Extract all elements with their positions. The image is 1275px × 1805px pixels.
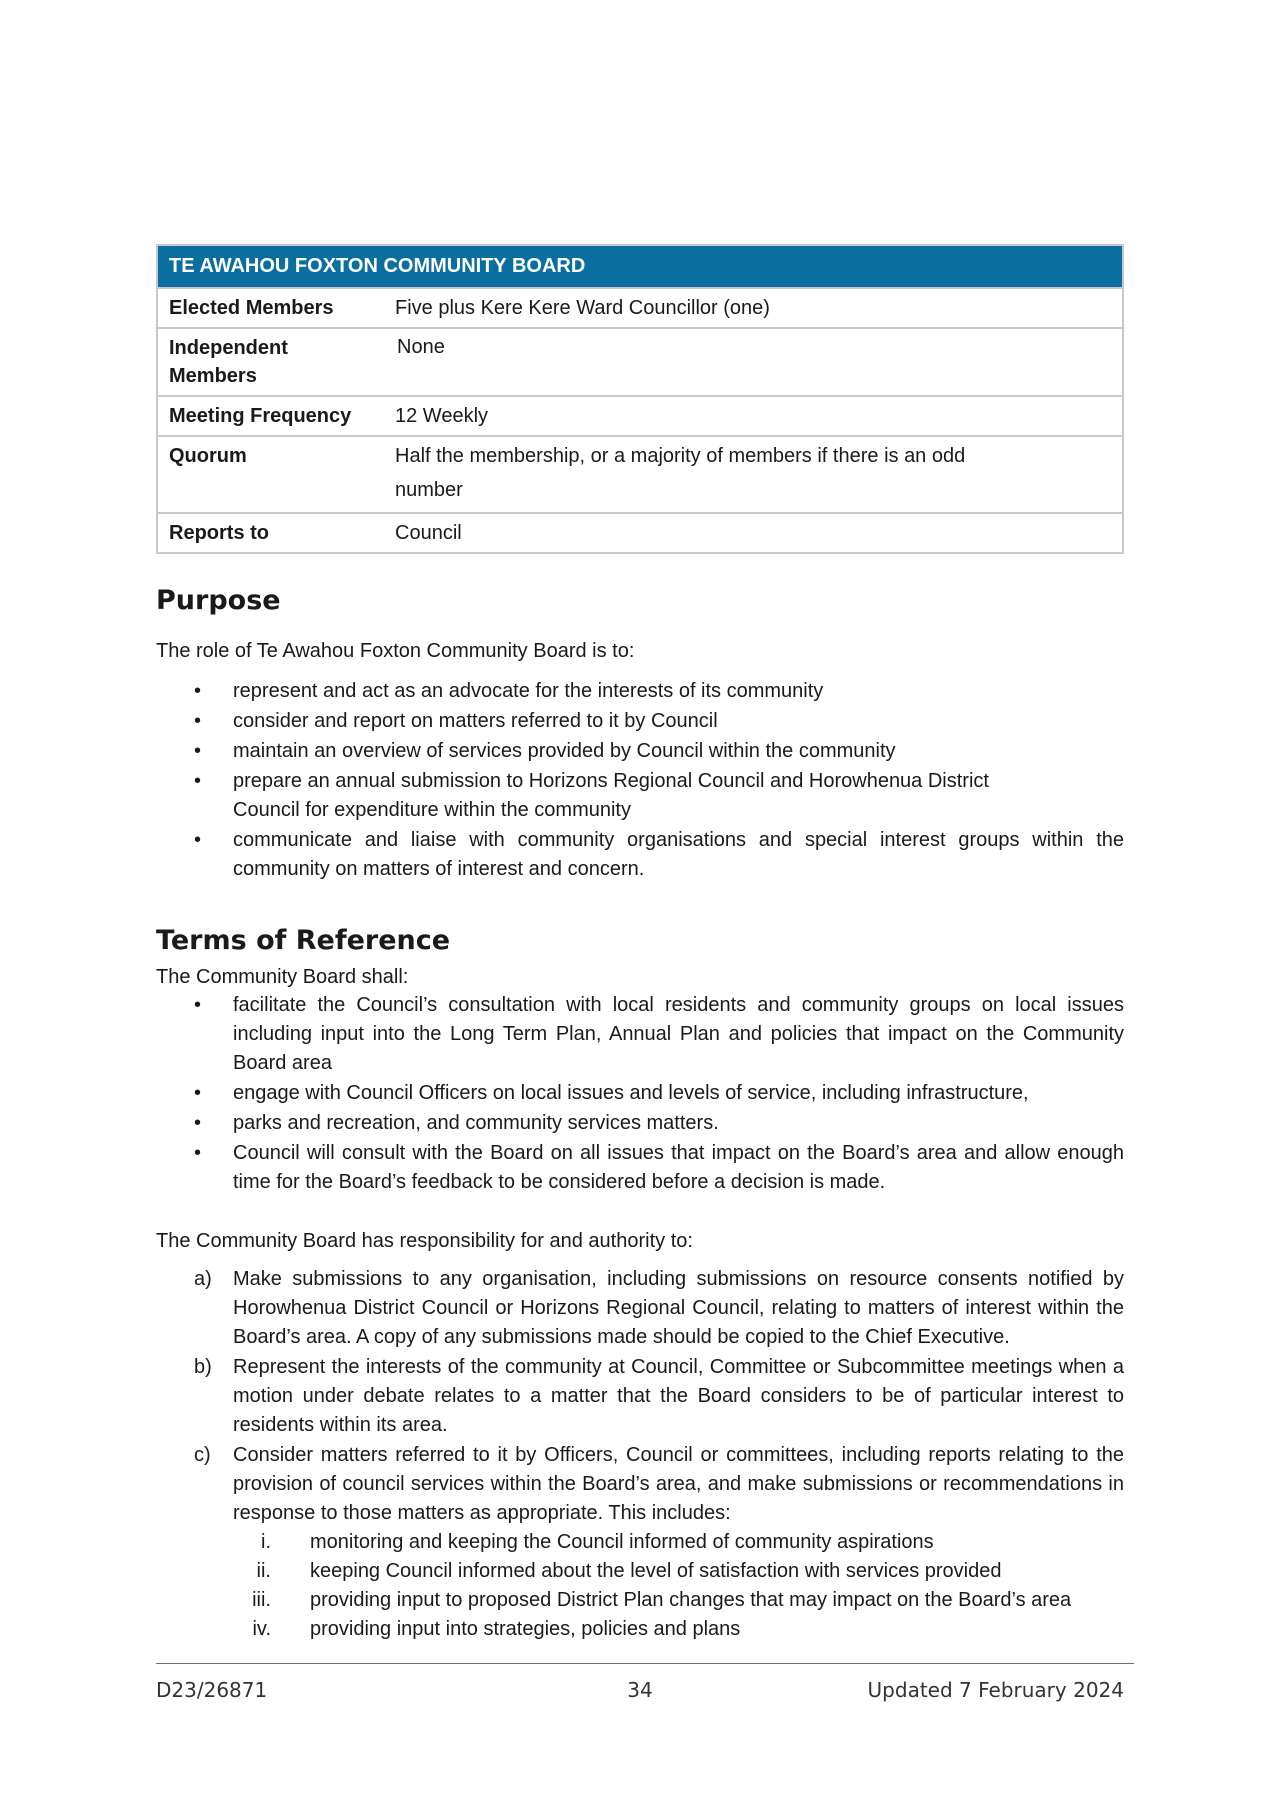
table-row (158, 327, 1122, 395)
terms-intro: The Community Board shall: (156, 966, 409, 988)
list-item: • parks and recreation, and community services matters. (156, 1109, 1124, 1138)
table-title: TE AWAHOU FOXTON COMMUNITY BOARD (158, 246, 1122, 287)
table-row (158, 287, 1122, 327)
sub-item-marker: ii. (256, 1560, 271, 1582)
row-value: 12 Weekly (395, 405, 489, 427)
terms-heading: Terms of Reference (156, 925, 451, 956)
bullet-icon: • (194, 994, 202, 1016)
row-label: Elected Members (169, 297, 334, 319)
purpose-heading: Purpose (156, 585, 281, 616)
row-value: None (397, 336, 445, 358)
sub-item-marker: i. (261, 1531, 271, 1553)
list-item: • communicate and liaise with community organisations and special interest groups within the community on matters of interest and concern. (156, 826, 1124, 884)
row-value: Five plus Kere Kere Ward Councillor (one) (395, 297, 770, 319)
bullet-icon: • (194, 1112, 202, 1134)
sub-list-item: iii. providing input to proposed District Plan changes that may impact on the Board’s area (156, 1586, 1124, 1615)
bullet-icon: • (194, 770, 202, 792)
list-item: c) Consider matters referred to it by Officers, Council or committees, including reports relating to the provision of council services within the Board’s area, and make submissions or recommendations in response to those matters as appropriate. This includes: i. monitoring and keeping the Council informed of community aspirations ii. keeping Council informed about the level of satisfaction with services provided iii. providing input to proposed District Plan changes that may impact on the Board’s area iv. providing input into strategies, policies and plans (156, 1441, 1124, 1644)
bullet-icon: • (194, 1142, 202, 1164)
list-item: • facilitate the Council’s consultation with local residents and community groups on local issues including input into the Long Term Plan, Annual Plan and policies that impact on the Community Board area (156, 991, 1124, 1078)
sub-list-item: iv. providing input into strategies, policies and plans (156, 1615, 1124, 1644)
row-label: Quorum (169, 445, 247, 467)
row-label: Reports to (169, 522, 269, 544)
authority-list (156, 1265, 1124, 1645)
row-label: Independent Members (169, 337, 288, 387)
table-row (158, 512, 1122, 552)
list-item: • engage with Council Officers on local issues and levels of service, including infrastructure, (156, 1079, 1124, 1108)
sub-list-item: ii. keeping Council informed about the level of satisfaction with services provided (156, 1557, 1124, 1586)
purpose-list (156, 677, 1124, 885)
list-item: • Council will consult with the Board on all issues that impact on the Board’s area and allow enough time for the Board’s feedback to be considered before a decision is made. (156, 1139, 1124, 1197)
board-info-table (156, 244, 1124, 554)
bullet-icon: • (194, 740, 202, 762)
item-marker: b) (194, 1356, 212, 1378)
table-row (158, 395, 1122, 435)
bullet-icon: • (194, 680, 202, 702)
bullet-icon: • (194, 1082, 202, 1104)
list-item: • represent and act as an advocate for the interests of its community (156, 677, 1124, 706)
bullet-icon: • (194, 829, 202, 851)
sub-item-marker: iii. (252, 1589, 271, 1611)
updated-date: Updated 7 February 2024 (867, 1678, 1124, 1702)
list-item: b) Represent the interests of the community at Council, Committee or Subcommittee meetings when a motion under debate relates to a matter that the Board considers to be of particular interest to residents within its area. (156, 1353, 1124, 1440)
terms-list (156, 991, 1124, 1198)
footer-divider (156, 1663, 1134, 1664)
item-marker: c) (194, 1444, 211, 1466)
row-label: Meeting Frequency (169, 405, 352, 427)
purpose-intro: The role of Te Awahou Foxton Community Board is to: (156, 640, 635, 662)
list-item: • prepare an annual submission to Horizons Regional Council and Horowhenua District Council for expenditure within the community (156, 767, 1124, 825)
document-id: D23/26871 (156, 1678, 268, 1702)
authority-intro: The Community Board has responsibility for and authority to: (156, 1230, 693, 1252)
page-number: 34 (627, 1678, 653, 1702)
row-value: Council (395, 522, 462, 544)
item-marker: a) (194, 1268, 212, 1290)
table-row (158, 435, 1122, 512)
list-item: a) Make submissions to any organisation, including submissions on resource consents notified by Horowhenua District Council or Horizons Regional Council, relating to matters of interest within the Board’s area. A copy of any submissions made should be copied to the Chief Executive. (156, 1265, 1124, 1352)
sub-item-marker: iv. (252, 1618, 271, 1640)
list-item: • consider and report on matters referred to it by Council (156, 707, 1124, 736)
sub-list-item: i. monitoring and keeping the Council informed of community aspirations (156, 1528, 1124, 1557)
list-item: • maintain an overview of services provided by Council within the community (156, 737, 1124, 766)
row-value: Half the membership, or a majority of members if there is an odd number (395, 445, 966, 501)
sub-list (233, 1528, 1124, 1644)
bullet-icon: • (194, 710, 202, 732)
